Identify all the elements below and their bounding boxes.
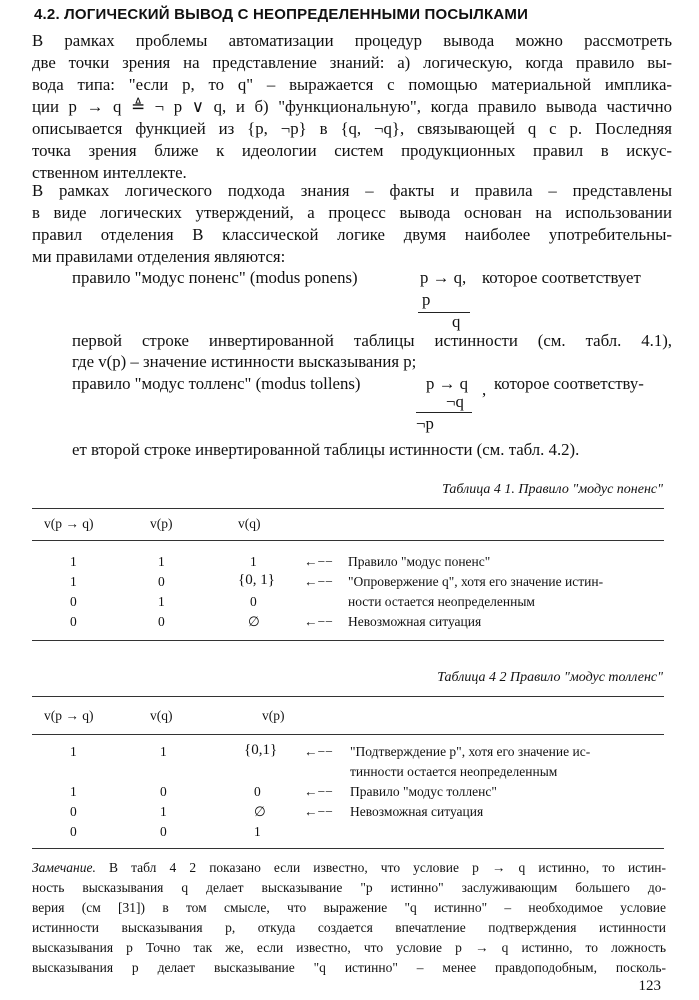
para2-line: правил отделения В классической логике двумя наиболее употребительны- [32, 225, 672, 244]
left-arrow-icon: ←−− [304, 784, 333, 799]
table1-bottom-rule [32, 640, 664, 641]
table2-note: Невозможная ситуация [350, 804, 484, 819]
table2-bottom-rule [32, 848, 664, 849]
rule2-after: которое соответству- [494, 374, 644, 393]
table1-cell: 0 [70, 594, 77, 609]
paragraph-2 [32, 180, 672, 268]
table1-cell: 1 [158, 554, 165, 569]
table1-note: Невозможная ситуация [348, 614, 482, 629]
rule2-premise: p → q [426, 374, 468, 393]
remark-line: верия (см [31]) в том смысле, что выражение "q истинно" – необходимое условие [32, 900, 666, 915]
table2-cell: {0,1} [244, 742, 278, 758]
table1-cell: 1 [250, 554, 257, 569]
page-number: 123 [638, 978, 661, 994]
table1-top-rule [32, 508, 664, 509]
rule2-fraction-top: ¬q [446, 392, 464, 411]
rule1-description [72, 330, 672, 352]
table2-header-rule [32, 734, 664, 735]
table2-cell: 0 [160, 784, 167, 799]
rule1-fraction-bottom: q [452, 312, 461, 331]
table1-header-rule [32, 540, 664, 541]
rule1-fraction-top: p [422, 290, 431, 309]
table1-cell: 0 [158, 614, 165, 629]
para1-line: точка зрения ближе к идеологии систем продукционных правил в искус- [32, 141, 672, 160]
rule1-fraction-bar [418, 312, 470, 313]
table2-cell: 0 [254, 784, 261, 799]
rule1-desc-line: первой строке инвертированной таблицы истинности (см. табл. 4.1), [72, 331, 672, 350]
table1-cell: 1 [70, 574, 77, 589]
rule2-fraction-bar [416, 412, 472, 413]
para2-line: в виде логических утверждений, а процесс вывода основан на использовании [32, 203, 672, 222]
table2-cell: 1 [70, 784, 77, 799]
left-arrow-icon: ←−− [304, 804, 333, 819]
remark-line: высказывания р делает высказывание "q истинно" – менее правдоподобным, посколь- [32, 960, 666, 975]
table1-cell: 0 [250, 594, 257, 609]
table2-cell: 0 [70, 824, 77, 839]
rule1-where: где v(p) – значение истинности высказывания р; [72, 352, 417, 371]
table2-cell: 1 [160, 744, 167, 759]
rule2-description: ет второй строке инвертированной таблицы истинности (см. табл. 4.2). [72, 440, 580, 459]
para1-line: вода типа: "если р, то q" – выражается с помощью материальной импликa- [32, 75, 672, 94]
table2-note: "Подтверждение р", хотя его значение ис- [350, 744, 591, 759]
table1-note: Правило "модус поненс" [348, 554, 491, 569]
table2-header-p: v(p) [262, 708, 285, 723]
remark-line: истинности высказывания р, откуда создается впечатление подтверждения истинности [32, 920, 666, 935]
table2-cell: 1 [160, 804, 167, 819]
table2-top-rule [32, 696, 664, 697]
remark-line [32, 858, 666, 878]
remark-line: ность высказывания q делает высказывание "р истинно" заслуживающим большего до- [32, 880, 666, 895]
table1-cell: 0 [158, 574, 165, 589]
left-arrow-icon: ←−− [304, 744, 333, 759]
left-arrow-icon: ←−− [304, 614, 333, 629]
table2-note: Правило "модус толленс" [350, 784, 497, 799]
para1-line: ственном интеллекте. [32, 163, 187, 182]
table1-cell: ∅ [248, 614, 260, 629]
para1-line: описывается функцией из {p, ¬p} в {q, ¬q}, связывающей q с р. Последняя [32, 119, 672, 138]
rule1-text: правило "модус поненс" (modus ponens) [72, 268, 358, 287]
table2-cell: 0 [160, 824, 167, 839]
table2-cell: ∅ [254, 804, 266, 819]
table2-cell: 1 [70, 744, 77, 759]
table2-header-pq: v(p → q) [44, 708, 94, 723]
para2-line: ми правилами отделения являются: [32, 247, 286, 266]
left-arrow-icon: ←−− [304, 574, 333, 589]
table1-note: "Опровержение q", хотя его значение истин- [348, 574, 604, 589]
remark-line-text: В табл 4 2 показано если известно, что условие p → q истинно, то истин- [108, 860, 667, 875]
rule2-fraction-bottom: ¬p [416, 414, 434, 433]
remark [32, 858, 666, 978]
section-heading: 4.2. ЛОГИЧЕСКИЙ ВЫВОД С НЕОПРЕДЕЛЕННЫМИ ПОСЫЛКАМИ [34, 6, 529, 23]
table2-note: тинности остается неопределенным [350, 764, 558, 779]
table1-header-pq: v(p → q) [44, 516, 94, 531]
para1-line: две точки зрения на представление знаний: а) логическую, когда правило вы- [32, 53, 672, 72]
table1-header-p: v(p) [150, 516, 173, 531]
table2-cell: 1 [254, 824, 261, 839]
table2-header-q: v(q) [150, 708, 173, 723]
para2-line: В рамках логического подхода знания – факты и правила – представлены [32, 181, 672, 200]
table1-header-q: v(q) [238, 516, 261, 531]
table1-cell: 0 [70, 614, 77, 629]
remark-line: высказывания р Точно так же, если известно, что условие p → q истинно, то ложность [32, 940, 666, 955]
para1-line: В рамках проблемы автоматизации процедур вывода можно рассмотреть [32, 31, 672, 50]
remark-label: Замечание. [32, 860, 96, 875]
table1-cell: {0, 1} [238, 572, 275, 588]
table1-caption: Таблица 4 1. Правило "модус поненс" [442, 482, 663, 497]
rule2-comma: , [482, 380, 487, 399]
paragraph-1 [32, 30, 672, 184]
table2-caption: Таблица 4 2 Правило "модус толленс" [437, 670, 663, 685]
table2-cell: 0 [70, 804, 77, 819]
rule1-premise: p → q, [420, 268, 467, 287]
rule2-text: правило "модус толленс" (modus tollens) [72, 374, 361, 393]
rule1-after: которое соответствует [482, 268, 641, 287]
table1-cell: 1 [70, 554, 77, 569]
table1-cell: 1 [158, 594, 165, 609]
left-arrow-icon: ←−− [304, 554, 333, 569]
para1-line: ции p → q ≜ ¬ p ∨ q, и б) "функциональную", когда правило вывода частично [32, 97, 672, 116]
table1-note: ности остается неопределенным [348, 594, 535, 609]
